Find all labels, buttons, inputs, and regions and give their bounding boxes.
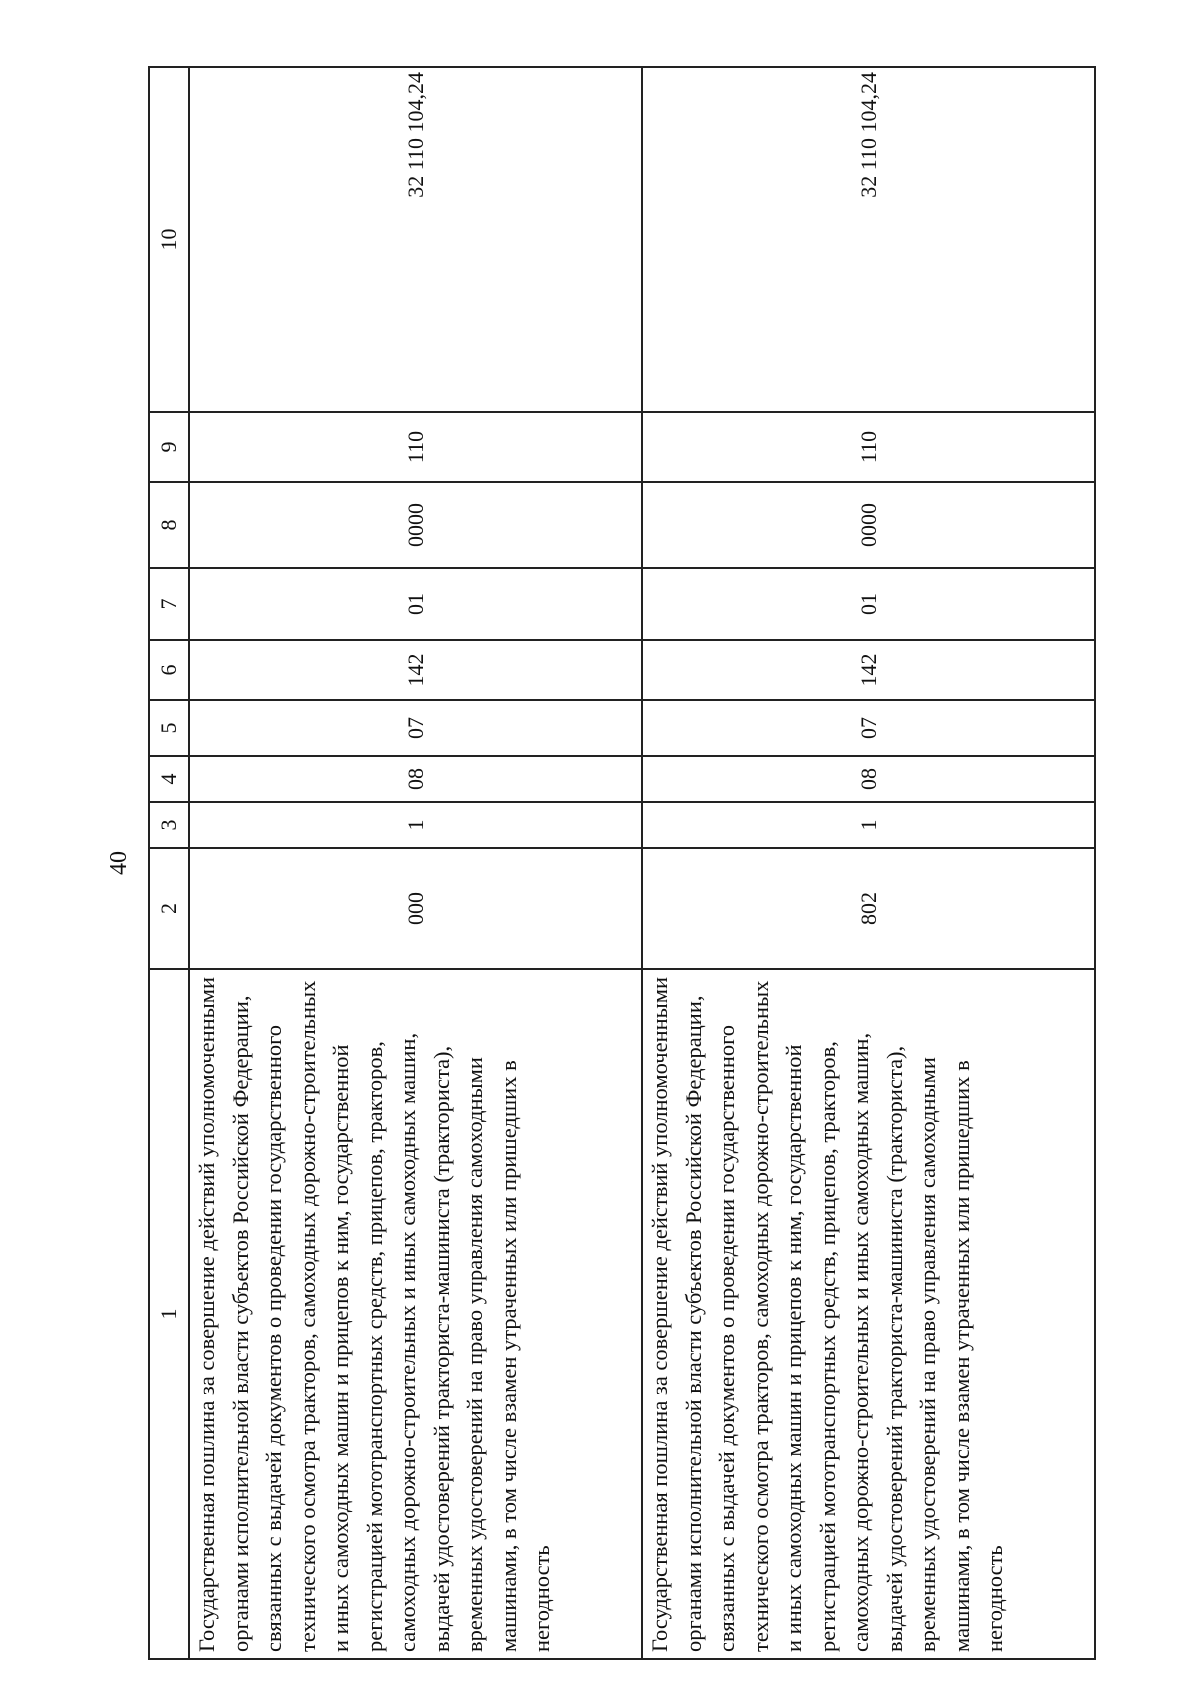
- code-cell: 07: [189, 700, 642, 756]
- budget-table: [148, 66, 1096, 1660]
- page-number: 40: [105, 851, 132, 875]
- code-cell: 0000: [642, 482, 1095, 568]
- code-cell: 110: [189, 412, 642, 482]
- header-cell: 1: [149, 969, 189, 1659]
- code-cell: 08: [189, 756, 642, 802]
- code-cell: 1: [189, 802, 642, 848]
- header-cell: 7: [149, 568, 189, 640]
- header-cell: 2: [149, 848, 189, 969]
- amount-cell: 32 110 104,24: [642, 67, 1095, 412]
- row-description: Государственная пошлина за совершение действий уполномоченными органами исполнительной власти субъектов Российской Федерации, связанных с выдачей документов о проведении государственного технического осмотра тракторов, самоходных дорожно-строительных и иных самоходных машин и прицепов к ним, государственной регистрацией мототранспортных средств, прицепов, тракторов, самоходных дорожно-строительных и иных самоходных машин, выдачей удостоверений тракториста-машиниста (тракториста), временных удостоверений на право управления самоходными машинами, в том числе взамен утраченных или пришедших в негодность: [642, 969, 1095, 1659]
- code-cell: 1: [642, 802, 1095, 848]
- code-cell: 000: [189, 848, 642, 969]
- table-row: [189, 67, 642, 1659]
- row-description: Государственная пошлина за совершение действий уполномоченными органами исполнительной власти субъектов Российской Федерации, связанных с выдачей документов о проведении государственного технического осмотра тракторов, самоходных дорожно-строительных и иных самоходных машин и прицепов к ним, государственной регистрацией мототранспортных средств, прицепов, тракторов, самоходных дорожно-строительных и иных самоходных машин, выдачей удостоверений тракториста-машиниста (тракториста), временных удостоверений на право управления самоходными машинами, в том числе взамен утраченных или пришедших в негодность: [189, 969, 642, 1659]
- code-cell: 142: [642, 640, 1095, 700]
- code-cell: 01: [189, 568, 642, 640]
- header-cell: 9: [149, 412, 189, 482]
- table-header-row: [149, 67, 189, 1659]
- code-cell: 142: [189, 640, 642, 700]
- table-row: [642, 67, 1095, 1659]
- header-cell: 3: [149, 802, 189, 848]
- header-cell: 6: [149, 640, 189, 700]
- header-cell: 10: [149, 67, 189, 412]
- rotated-table-container: [148, 68, 1096, 1660]
- code-cell: 08: [642, 756, 1095, 802]
- code-cell: 07: [642, 700, 1095, 756]
- code-cell: 802: [642, 848, 1095, 969]
- header-cell: 8: [149, 482, 189, 568]
- code-cell: 0000: [189, 482, 642, 568]
- code-cell: 01: [642, 568, 1095, 640]
- header-cell: 4: [149, 756, 189, 802]
- amount-cell: 32 110 104,24: [189, 67, 642, 412]
- header-cell: 5: [149, 700, 189, 756]
- code-cell: 110: [642, 412, 1095, 482]
